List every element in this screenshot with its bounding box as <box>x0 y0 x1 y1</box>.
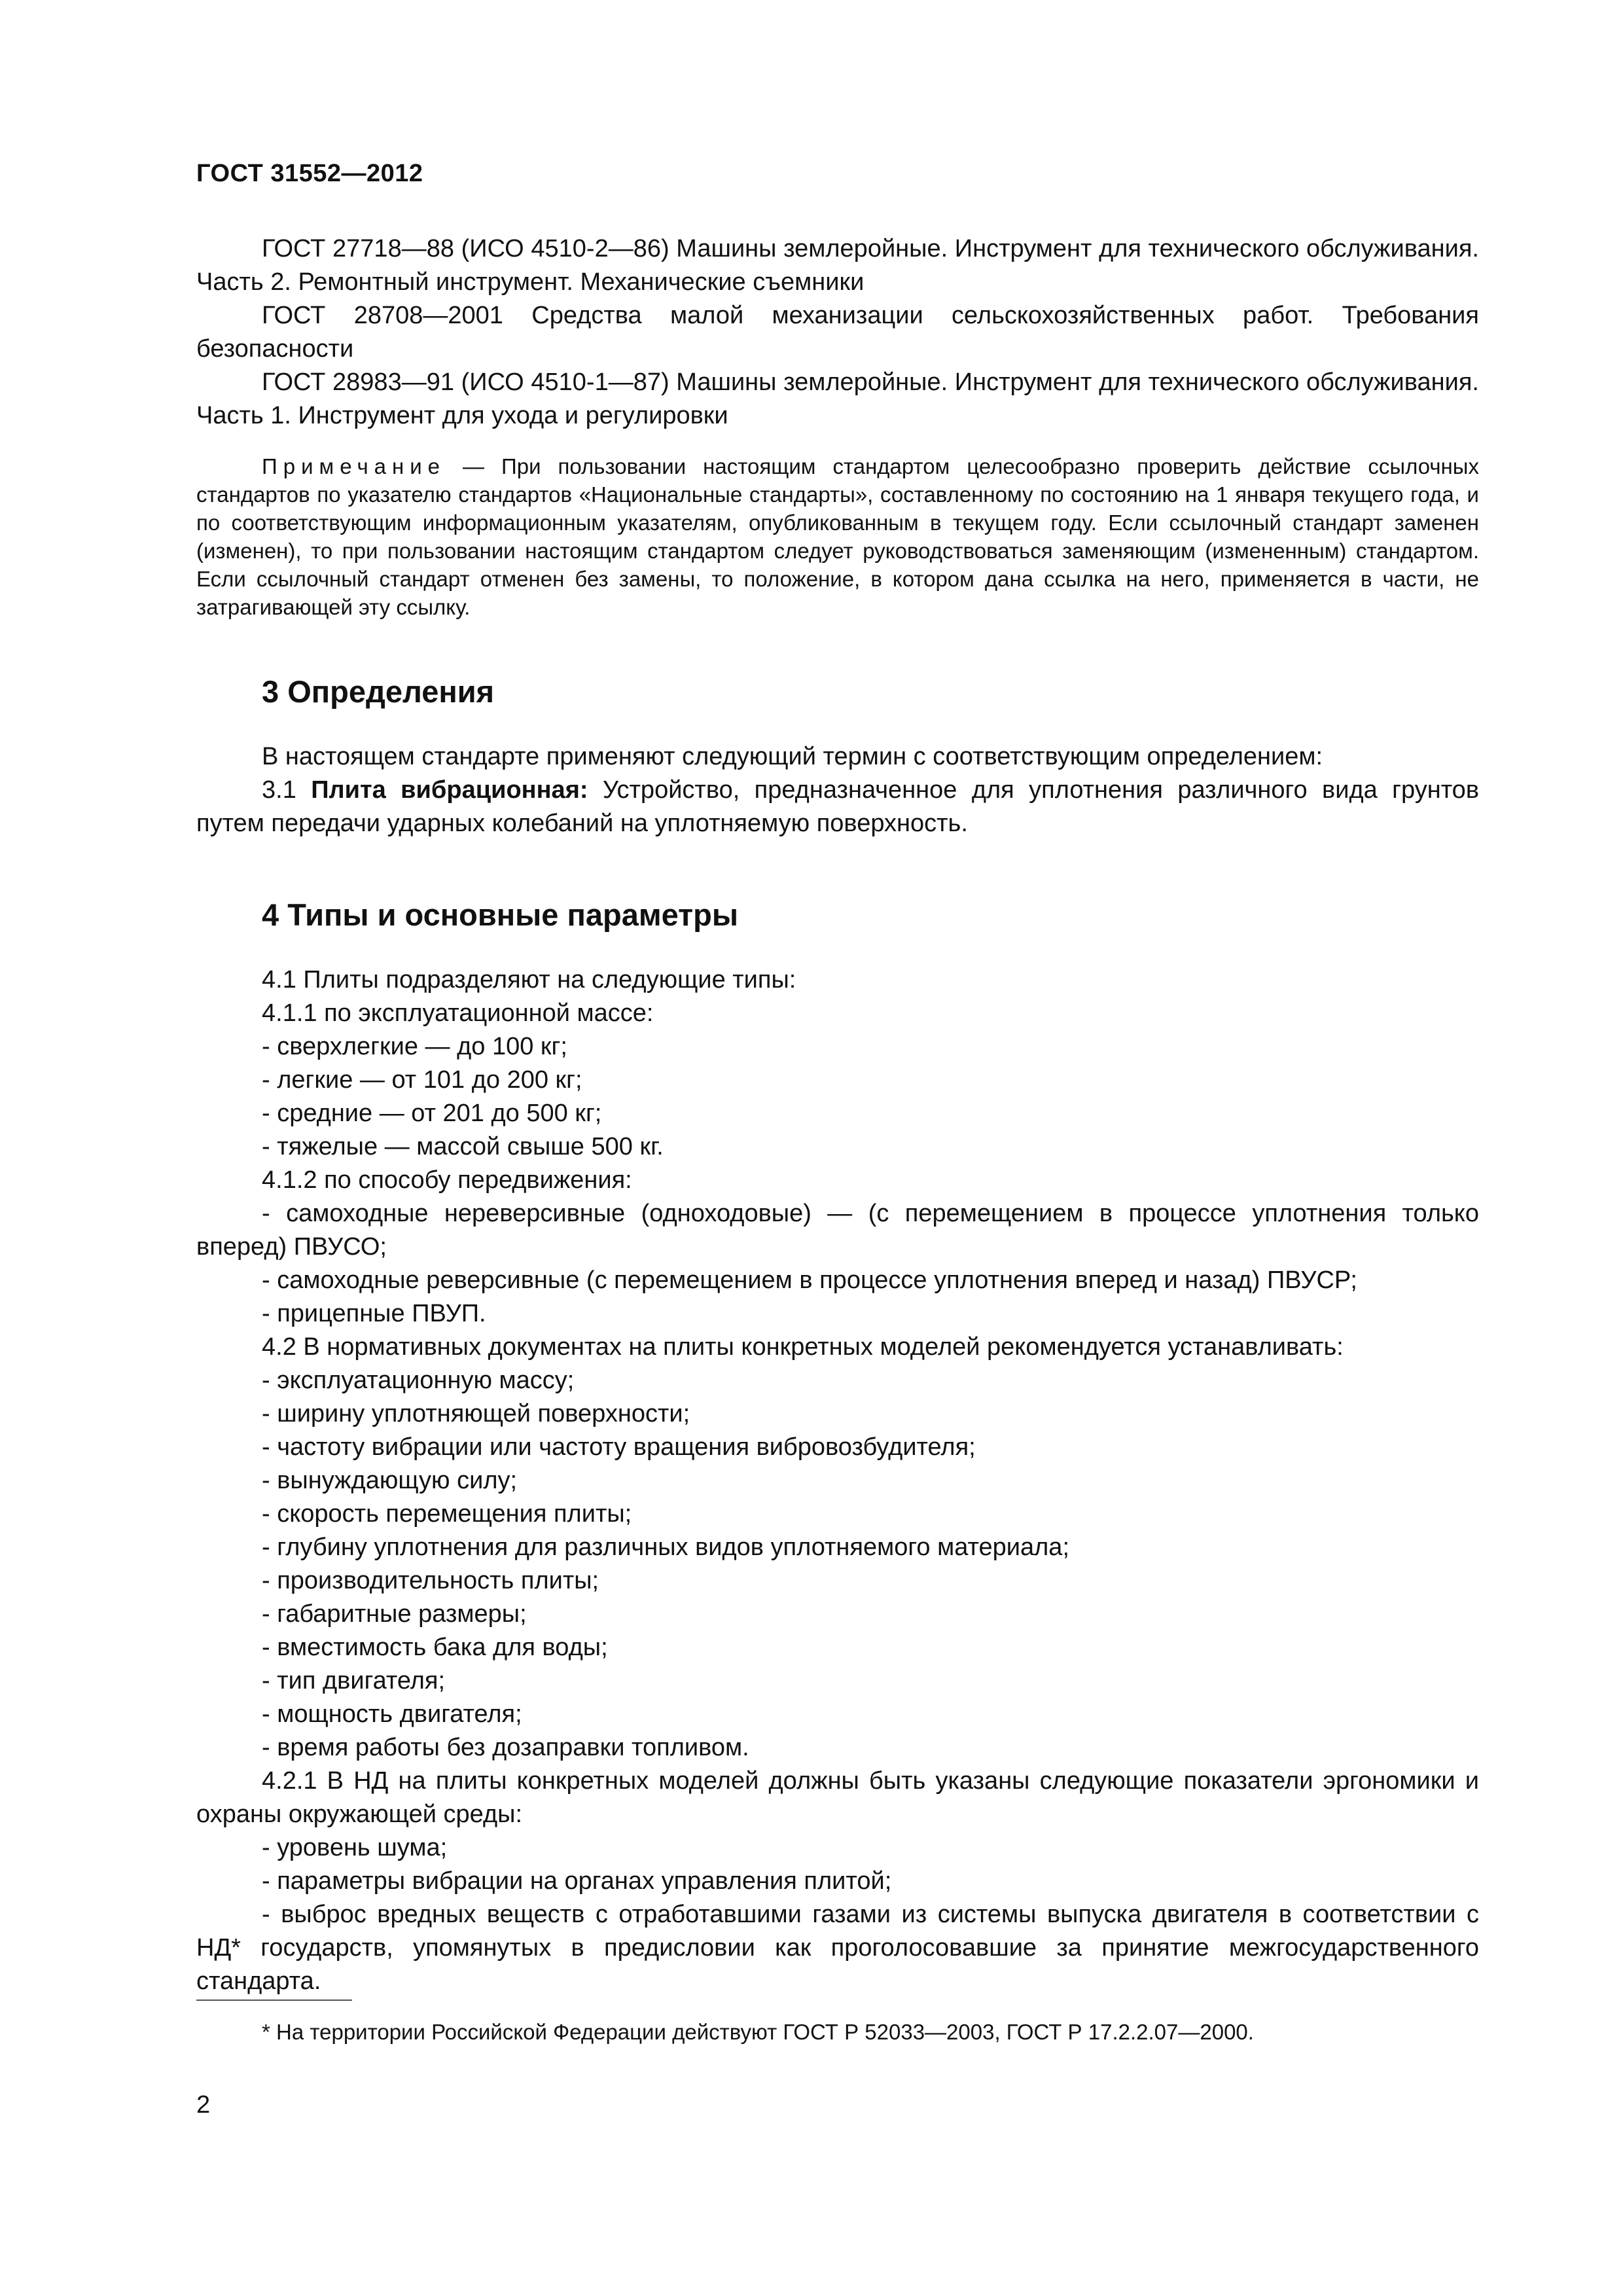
list-item: - частоту вибрации или частоту вращения вибровозбудителя; <box>262 1433 976 1461</box>
clause-4-1-2: 4.1.2 по способу передвижения: <box>262 1166 632 1194</box>
reference-item: ГОСТ 28708—2001 Средства малой механизации сельскохозяйственных работ. Требования безопасности <box>196 302 1479 363</box>
clause-4-2: 4.2 В нормативных документах на плиты конкретных моделей рекомендуется устанавливать: <box>262 1333 1344 1361</box>
list-item: - эксплуатационную массу; <box>262 1367 575 1394</box>
note-label: Примечание <box>262 454 446 478</box>
term-definition <box>196 774 1479 840</box>
list-item: - самоходные реверсивные (с перемещением в процессе уплотнения вперед и назад) ПВУСР; <box>262 1266 1357 1294</box>
list-item: - глубину уплотнения для различных видов уплотняемого материала; <box>262 1534 1069 1561</box>
list-item: - параметры вибрации на органах управления плитой; <box>262 1867 892 1895</box>
list-item: - самоходные нереверсивные (одноходовые) — (с перемещением в процессе уплотнения только вперед) ПВУСО; <box>196 1200 1479 1261</box>
list-item: - тяжелые — массой свыше 500 кг. <box>262 1133 664 1160</box>
list-item: - вынуждающую силу; <box>262 1467 518 1494</box>
list-item: - время работы без дозаправки топливом. <box>262 1734 749 1761</box>
running-header: ГОСТ 31552—2012 <box>196 160 423 187</box>
reference-item: ГОСТ 27718—88 (ИСО 4510-2—86) Машины землеройные. Инструмент для технического обслуживания. Часть 2. Ремонтный инструмент. Механические съемники <box>196 235 1479 296</box>
list-item: - ширину уплотняющей поверхности; <box>262 1400 690 1427</box>
footnote: * На территории Российской Федерации действуют ГОСТ Р 52033—2003, ГОСТ Р 17.2.2.07—2000. <box>262 2020 1254 2044</box>
list-item: - уровень шума; <box>262 1834 448 1861</box>
list-item: - габаритные размеры; <box>262 1600 527 1628</box>
normative-references <box>196 232 1479 433</box>
list-item: - мощность двигателя; <box>262 1700 522 1728</box>
term-text: Устройство, предназначенное для уплотнения различного вида грунтов путем передачи ударных колебаний на уплотняемую поверхность. <box>196 776 1480 837</box>
section-3-heading: 3 Определения <box>262 674 495 709</box>
list-item: - средние — от 201 до 500 кг; <box>262 1100 602 1127</box>
clause-4-2-1: 4.2.1 В НД на плиты конкретных моделей должны быть указаны следующие показатели эргономики и охраны окружающей среды: <box>196 1767 1479 1828</box>
list-item: - производительность плиты; <box>262 1567 599 1594</box>
term-name: Плита вибрационная: <box>311 776 588 804</box>
page-content <box>196 157 1479 1998</box>
page-number: 2 <box>196 2091 211 2119</box>
footnote-divider <box>196 2000 352 2001</box>
clause-4-1: 4.1 Плиты подразделяют на следующие типы: <box>262 966 796 994</box>
reference-note <box>196 452 1479 621</box>
list-item: - сверхлегкие — до 100 кг; <box>262 1033 567 1060</box>
list-item: - тип двигателя; <box>262 1667 446 1695</box>
reference-item: ГОСТ 28983—91 (ИСО 4510-1—87) Машины землеройные. Инструмент для технического обслуживания. Часть 1. Инструмент для ухода и регулировки <box>196 368 1479 429</box>
term-number: 3.1 <box>262 776 312 804</box>
definitions-intro: В настоящем стандарте применяют следующий термин с соответствующим определением: <box>262 743 1323 770</box>
list-item: - скорость перемещения плиты; <box>262 1500 632 1528</box>
section-4-heading: 4 Типы и основные параметры <box>262 897 739 932</box>
list-item: - выброс вредных веществ с отработавшими газами из системы выпуска двигателя в соответствии с НД* государств, упомянутых в предисловии как проголосовавшие за принятие межгосударственного стандарта. <box>196 1901 1479 1995</box>
list-item: - прицепные ПВУП. <box>262 1300 486 1327</box>
clause-4-1-1: 4.1.1 по эксплуатационной массе: <box>262 999 654 1027</box>
list-item: - вместимость бака для воды; <box>262 1634 608 1661</box>
note-text: — При пользовании настоящим стандартом целесообразно проверить действие ссылочных стандартов по указателю стандартов «Национальные стандарты», составленному по состоянию на 1 января текущего года, и по соответствующим информационным указателям, опубликованным в текущем году. Если ссылочный стандарт заменен (изменен), то при пользовании настоящим стандартом следует руководствоваться заменяющим (измененным) стандартом. Если ссылочный стандарт отменен без замены, то положение, в котором дана ссылка на него, применяется в части, не затрагивающей эту ссылку. <box>196 454 1479 619</box>
list-item: - легкие — от 101 до 200 кг; <box>262 1066 582 1094</box>
